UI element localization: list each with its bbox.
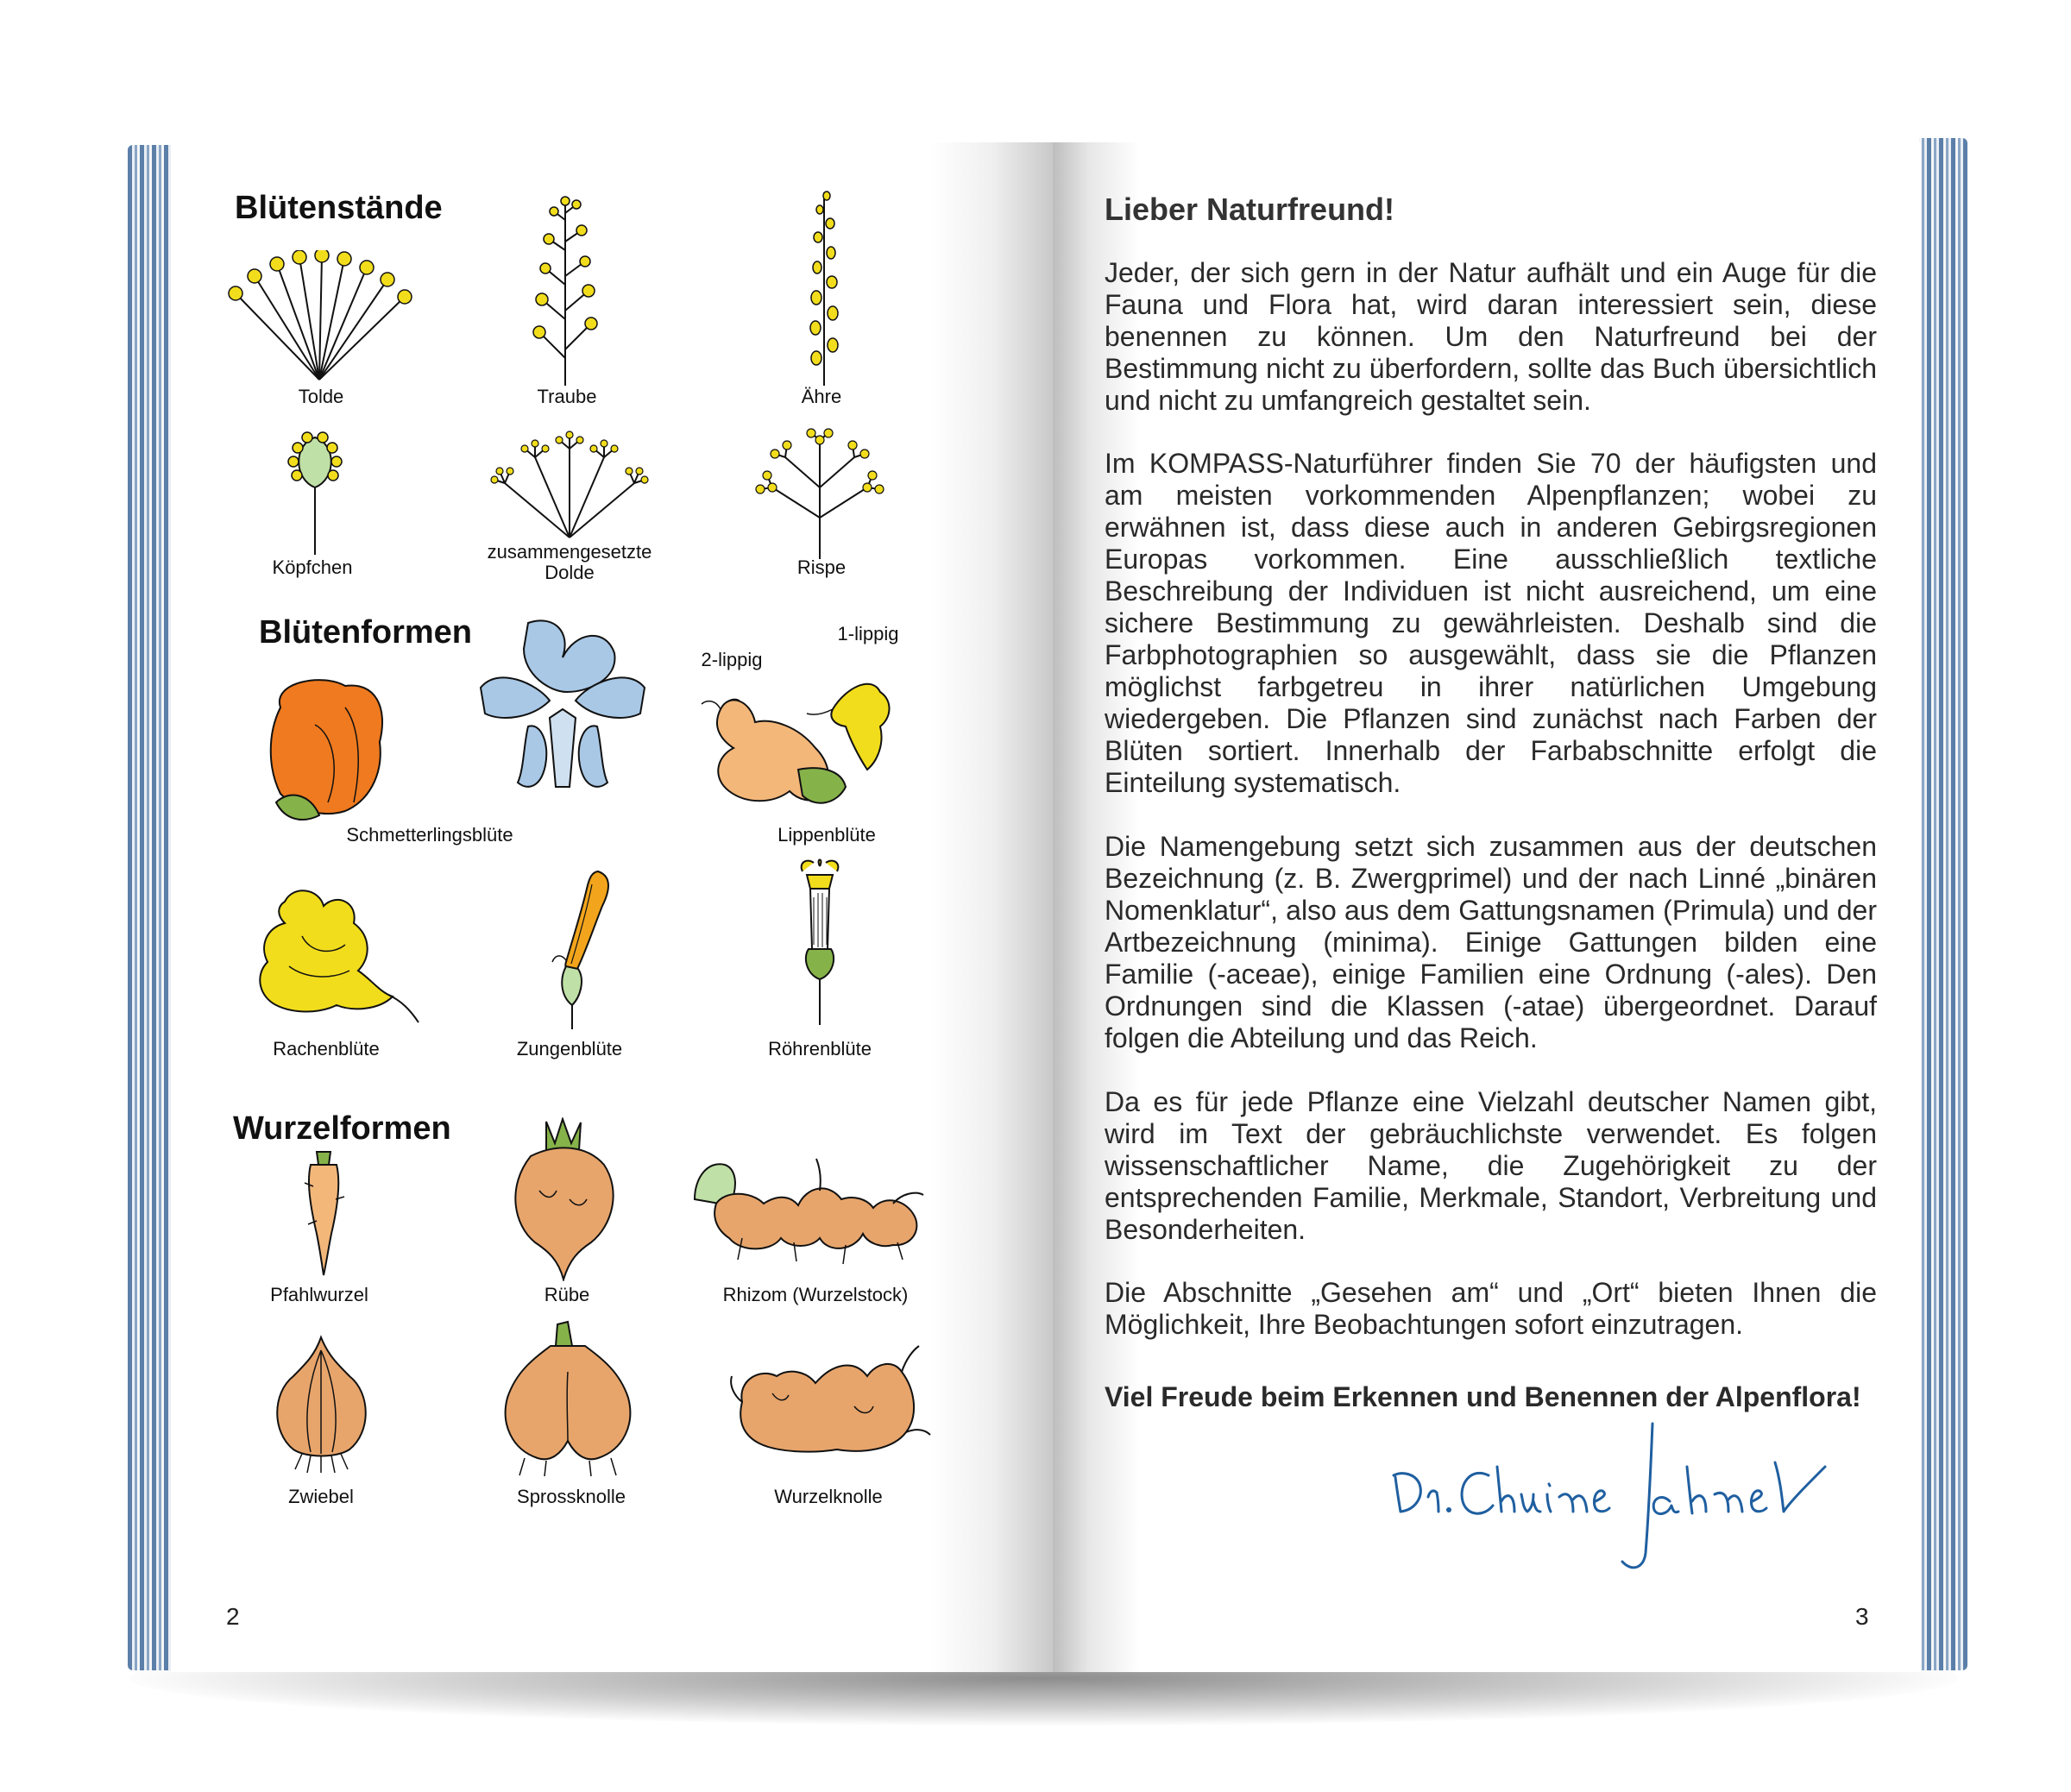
section-title-wurzelformen: Wurzelformen (233, 1110, 451, 1147)
caption-rispe: Rispe (796, 556, 847, 578)
paragraph-4: Da es für jede Pflanze eine Vielzahl deutscher Namen gibt, wird im Text der gebräuchlichste verwendet. Es folgen wissenschaftlicher Name, die Zugehörigkeit zu der entsprechenden Familie, Merkmale, Standort, Verbreitung und Besonderheiten. (1105, 1086, 1877, 1245)
rhizome-illustration (690, 1152, 941, 1268)
corm-illustration (499, 1320, 637, 1480)
head-illustration (276, 427, 354, 556)
signature (1376, 1415, 1877, 1588)
beet-root-illustration (505, 1117, 621, 1281)
tuber-illustration (725, 1342, 932, 1462)
caption-rhizom: Rhizom (Wurzelstock) (722, 1284, 909, 1305)
caption-2-lippig: 2-lippig (701, 649, 763, 670)
caption-schmetterlingsbluete: Schmetterlingsblüte (346, 824, 513, 846)
caption-1-lippig: 1-lippig (837, 623, 899, 644)
paragraph-1: Jeder, der sich gern in der Natur aufhält und ein Auge für die Fauna und Flora hat, wird daran interessiert sein, diese benennen zu können. Um den Naturfreund bei der Bestimmung nicht zu überfordern, sollte das Buch übersichtlich und nicht zu umfangreich gestaltet sein. (1105, 257, 1877, 416)
caption-dolde: Dolde (545, 562, 595, 583)
paragraph-3: Die Namengebung setzt sich zusammen aus der deutschen Bezeichnung (z. B. Zwergprimel) und der nach Linné „binären Nomenklatur“, also aus dem Gattungsnamen (Primula) und der Artbezeichnung (minima). Einige Gattungen bilden eine Familie (-aceae), einige Familien eine Ordnung (-ales). Den Ordnungen sind die Klassen (-atae) übergeordnet. Darauf folgen die Abteilung und das Reich. (1105, 831, 1877, 1053)
paragraph-2: Im KOMPASS-Naturführer finden Sie 70 der häufigsten und am meisten vorkommenden Alpenpflanzen; wobei zu erwähnen ist, dass diese auch in anderen Gebirgsregionen Europas vorkommen. Eine ausschließlich textliche Beschreibung der Individuen ist nicht ausreichend, um eine sichere Bestimmung zu gewährleisten. Deshalb sind die Farbphotographien so ausgewählt, dass sie die Pflanzen möglichst farbgetreu in ihrer natürlichen Umgebung wiedergeben. Die Pflanzen sind zunächst nach Farben der Blüten sortiert. Innerhalb der Farbabschnitte erfolgt die Einteilung systematisch. (1105, 448, 1877, 798)
caption-zwiebel: Zwiebel (288, 1486, 354, 1507)
section-title-bluetenstaende: Blütenstände (235, 190, 443, 226)
caption-traube: Traube (537, 386, 597, 407)
compound-umbel-illustration (488, 427, 652, 539)
caption-tolde: Tolde (298, 386, 344, 407)
caption-koepfchen: Köpfchen (272, 556, 353, 578)
taproot-illustration (298, 1148, 349, 1277)
caption-zusammengesetzte: zusammengesetzte (487, 541, 652, 563)
tubular-flower-illustration (790, 854, 850, 1027)
bulb-illustration (268, 1333, 375, 1475)
book-edge-right (1919, 138, 1967, 1670)
caption-roehrenbluete: Röhrenblüte (768, 1038, 872, 1059)
panicle-illustration (751, 423, 889, 561)
caption-sprossknolle: Sprossknolle (517, 1486, 626, 1507)
paragraph-5: Die Abschnitte „Gesehen am“ und „Ort“ bieten Ihnen die Möglichkeit, Ihre Beobachtungen sofort einzutragen. (1105, 1277, 1877, 1340)
caption-wurzelknolle: Wurzelknolle (774, 1486, 883, 1507)
snapdragon-flower-illustration (250, 884, 423, 1031)
ligulate-flower-illustration (542, 867, 620, 1031)
caption-ruebe: Rübe (544, 1284, 590, 1305)
closing-line: Viel Freude beim Erkennen und Benennen der Alpenflora! (1105, 1381, 1861, 1412)
section-title-bluetenformen: Blütenformen (259, 614, 472, 651)
caption-lippenbluete: Lippenblüte (777, 824, 876, 846)
book-edge-left (128, 145, 174, 1670)
umbel-illustration (220, 250, 419, 388)
blue-flower-illustration (476, 614, 649, 804)
lip-flower-illustration (695, 675, 902, 821)
page-number-left: 2 (226, 1603, 240, 1630)
caption-pfahlwurzel: Pfahlwurzel (270, 1284, 368, 1305)
caption-aehre: Ähre (801, 386, 842, 407)
spike-illustration (794, 185, 854, 388)
caption-zungenbluete: Zungenblüte (516, 1038, 623, 1059)
right-page-title: Lieber Naturfreund! (1105, 192, 1395, 227)
caption-rachenbluete: Rachenblüte (273, 1038, 380, 1059)
butterfly-flower-illustration (263, 673, 393, 828)
raceme-illustration (518, 194, 613, 388)
page-number-right: 3 (1855, 1603, 1869, 1630)
